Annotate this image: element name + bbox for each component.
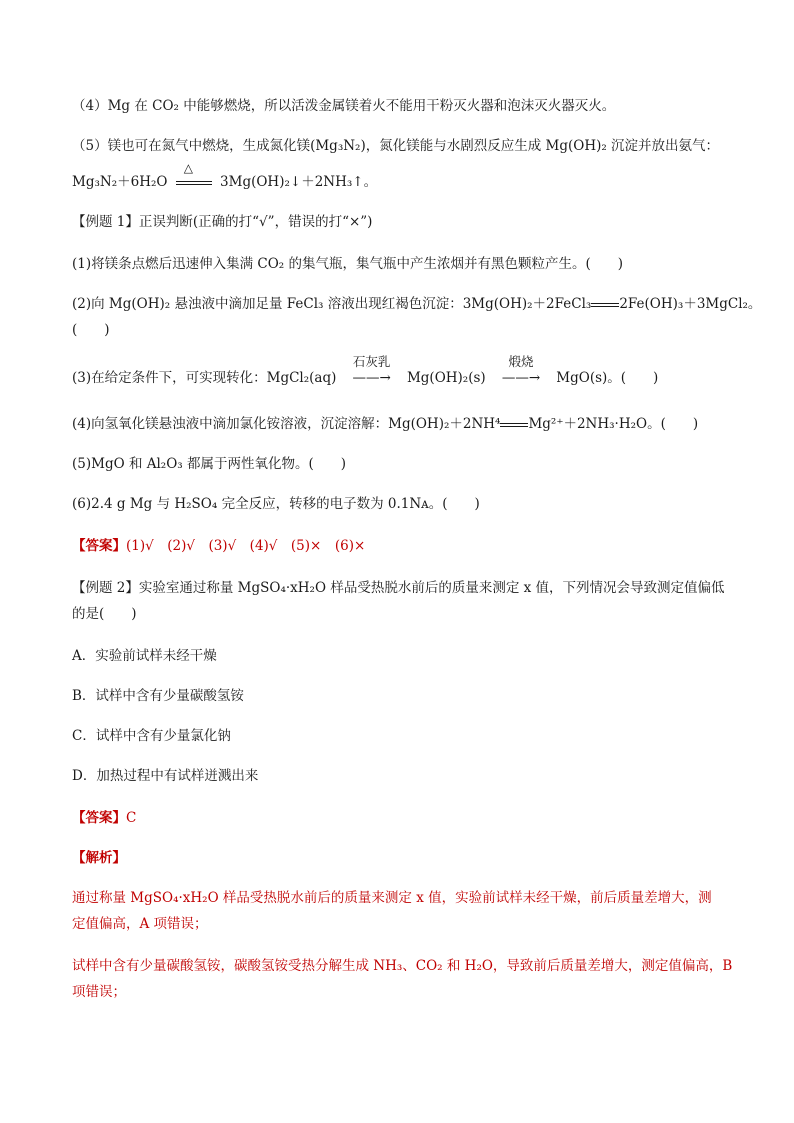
answer-text: C [126, 810, 137, 826]
paragraph-4: （4）Mg 在 CO₂ 中能够燃烧，所以活泼金属镁着火不能用干粉灭火器和泡沫灭火器灭火。 [72, 98, 616, 114]
question-6: (6)2.4 g Mg 与 H₂SO₄ 完全反应，转移的电子数为 0.1Nᴀ。( ) [72, 496, 480, 512]
option-a: A．实验前试样未经干燥 [72, 648, 217, 664]
answer-label: 【答案】 [72, 810, 126, 826]
answer-example-1 [72, 536, 365, 556]
option-c: C．试样中含有少量氯化钠 [72, 728, 231, 744]
example-2-line-1 [72, 578, 725, 598]
question-2-blank: ( ) [72, 322, 110, 338]
question-2 [72, 294, 761, 314]
question-4-left: (4)向氢氧化镁悬浊液中滴加氯化铵溶液，沉淀溶解：Mg(OH)₂＋2NH⁴ [72, 416, 501, 432]
paragraph-5: （5）镁也可在氮气中燃烧，生成氮化镁(Mg₃N₂)，氮化镁能与水剧烈反应生成 Mg(OH)₂ 沉淀并放出氨气： [72, 138, 720, 154]
analysis-2-line-1: 试样中含有少量碳酸氢铵，碳酸氢铵受热分解生成 NH₃、CO₂ 和 H₂O，导致前后质量差增大，测定值偏高，B [72, 958, 733, 974]
option-d: D．加热过程中有试样迸溅出来 [72, 768, 259, 784]
reaction-arrow-2: 煅烧 ——→ [490, 368, 552, 388]
question-1: (1)将镁条点燃后迅速伸入集满 CO₂ 的集气瓶，集气瓶中产生浓烟并有黑色颗粒产生。( ) [72, 256, 624, 272]
analysis-label: 【解析】 [72, 850, 126, 866]
analysis-1-line-1: 通过称量 MgSO₄·xH₂O 样品受热脱水前后的质量来测定 x 值，实验前试样未经干燥，前后质量差增大，测 [72, 890, 712, 906]
question-4-right: Mg²⁺＋2NH₃·H₂O。( ) [528, 416, 699, 432]
equals-sign [176, 181, 212, 185]
question-3-suffix: MgO(s)。( ) [556, 370, 659, 386]
answer-label: 【答案】 [72, 538, 126, 554]
question-3-intermediate: Mg(OH)₂(s) [406, 370, 486, 386]
analysis-1-line-2: 定值偏高，A 项错误； [72, 916, 208, 932]
example-2-stem: 实验室通过称量 MgSO₄·xH₂O 样品受热脱水前后的质量来测定 x 值，下列情况会导致测定值偏低 [138, 580, 725, 596]
question-2-left: (2)向 Mg(OH)₂ 悬浊液中滴加足量 FeCl₃ 溶液出现红褐色沉淀：3Mg(OH)₂＋2FeCl₃ [72, 296, 592, 312]
analysis-2-line-2: 项错误； [72, 984, 126, 1000]
question-3-prefix: (3)在给定条件下，可实现转化：MgCl₂(aq) [72, 370, 337, 386]
option-b: B．试样中含有少量碳酸氢铵 [72, 688, 244, 704]
reaction-arrow-1: 石灰乳 ——→ [341, 368, 403, 388]
example-1-heading [72, 212, 372, 232]
condition-calcination: 煅烧 [508, 354, 534, 369]
heat-triangle-icon: △ [183, 161, 193, 175]
equation-left: Mg₃N₂＋6H₂O [72, 174, 168, 190]
heat-condition [172, 161, 216, 192]
equation-nitride-hydrolysis [72, 161, 378, 192]
equals-sign [591, 303, 619, 307]
example-2-line-2: 的是( ) [72, 606, 137, 622]
question-5: (5)MgO 和 Al₂O₃ 都属于两性氧化物。( ) [72, 456, 347, 472]
equation-right: 3Mg(OH)₂↓＋2NH₃↑。 [220, 174, 378, 190]
example-1-instruction: 正误判断(正确的打“√”，错误的打“×”) [138, 214, 373, 230]
example-2-tag: 【例题 2】 [72, 580, 139, 596]
answer-text: (1)√ (2)√ (3)√ (4)√ (5)× (6)× [126, 538, 366, 554]
answer-example-2 [72, 808, 136, 828]
question-4 [72, 414, 698, 434]
question-3 [72, 354, 659, 388]
equals-sign [500, 423, 528, 427]
question-2-right: 2Fe(OH)₃＋3MgCl₂。 [619, 296, 762, 312]
reagent-lime-milk: 石灰乳 [352, 354, 391, 369]
example-1-tag: 【例题 1】 [72, 214, 139, 230]
